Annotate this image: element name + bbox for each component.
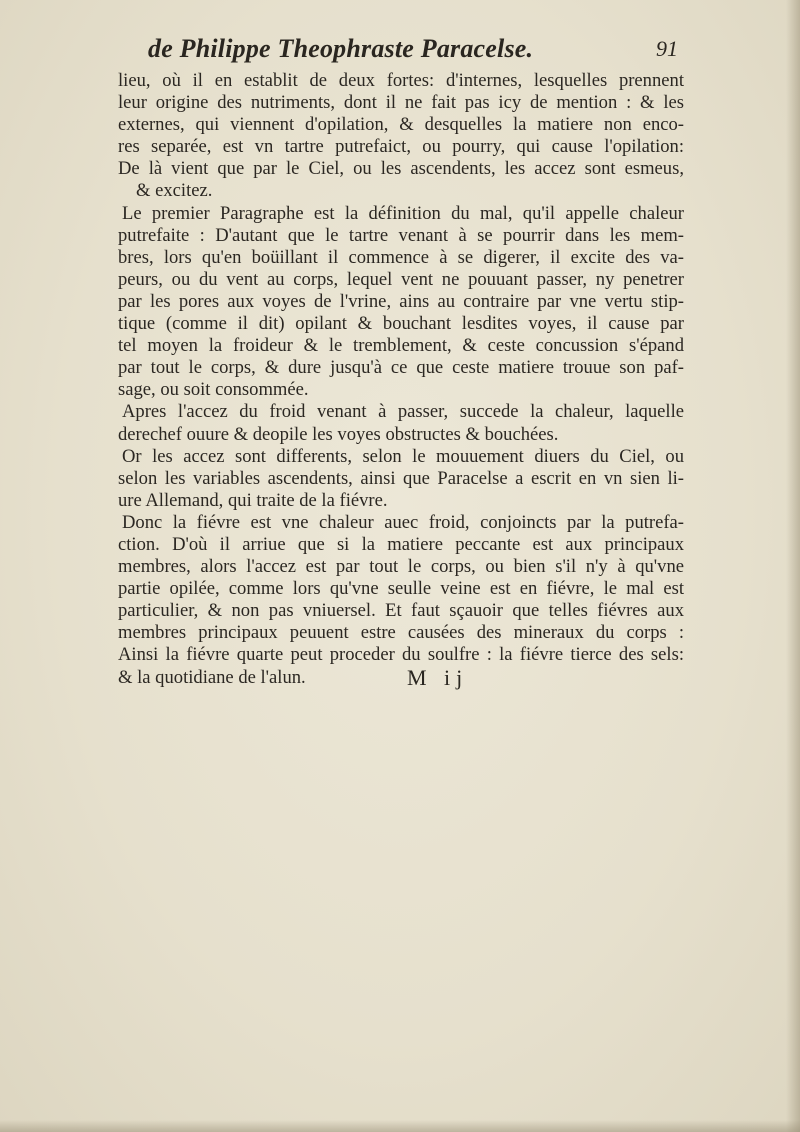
text-line: particulier, & non pas vniuersel. Et faut sçauoir que telles fiévres aux [118,600,684,622]
text-line: & excitez. [136,180,213,202]
text-line: tique (comme il dit) opilant & bouchant lesdites voyes, il cause par [118,313,684,335]
text-line: leur origine des nutriments, dont il ne fait pas icy de mention : & les [118,92,684,114]
text-line: ure Allemand, qui traite de la fiévre. [118,489,388,511]
text-line: sage, ou soit consommée. [118,379,309,401]
text-line: Le premier Paragraphe est la définition du mal, qu'il appelle chaleur [122,202,684,224]
body-text [118,70,684,689]
text-line: membres principaux peuuent estre causées des mineraux du corps : [118,622,684,644]
text-line: ction. D'où il arriue que si la matiere peccante est aux principaux [118,533,684,555]
text-line: res separée, est vn tartre putrefaict, ou pourry, qui cause l'opilation: [118,136,684,158]
text-line: & la quotidiane de l'alun. [118,666,306,688]
text-line: putrefaite : D'autant que le tartre venant à se pourrir dans les mem- [118,224,684,246]
text-line: bres, lors qu'en boüillant il commence à se digerer, il excite des va- [118,246,684,268]
text-line: Donc la fiévre est vne chaleur auec froid, conjoincts par la putrefa- [122,511,684,533]
text-line: De là vient que par le Ciel, ou les ascendents, les accez sont esmeus, [118,158,684,180]
page-number: 91 [656,36,678,61]
text-line: Or les accez sont differents, selon le mouuement diuers du Ciel, ou [122,445,684,467]
page-edge-shadow-right [786,0,800,1132]
text-line: partie opilée, comme lors qu'vne seulle veine est en fiévre, le mal est [118,578,684,600]
signature-mark: M ij [407,665,469,690]
text-line: derechef ouure & deopile les voyes obstructes & bouchées. [118,423,559,445]
text-line: par les pores aux voyes de l'vrine, ains au contraire par vne vertu stip- [118,290,684,312]
text-line: externes, qui viennent d'opilation, & desquelles la matiere non enco- [118,114,684,136]
text-line: tel moyen la froideur & le tremblement, & ceste concussion s'épand [118,335,684,357]
text-line: Ainsi la fiévre quarte peut proceder du soulfre : la fiévre tierce des sels: [118,644,684,666]
text-line: par tout le corps, & dure jusqu'à ce que ceste matiere trouue son paf- [118,357,684,379]
text-line: lieu, où il en establit de deux fortes: d'internes, lesquelles prennent [118,70,684,91]
text-line: selon les variables ascendents, ainsi que Paracelse a escrit en vn sien li- [118,467,684,489]
text-line: Apres l'accez du froid venant à passer, succede la chaleur, laquelle [122,401,684,423]
page-header [118,34,678,68]
running-title: de Philippe Theophraste Paracelse. [148,34,534,63]
text-line: membres, alors l'accez est par tout le corps, ou bien s'il n'y à qu'vne [118,556,684,578]
text-line: peurs, ou du vent au corps, lequel vent ne pouuant passer, ny penetrer [118,268,684,290]
page-edge-shadow-bottom [0,1120,800,1132]
